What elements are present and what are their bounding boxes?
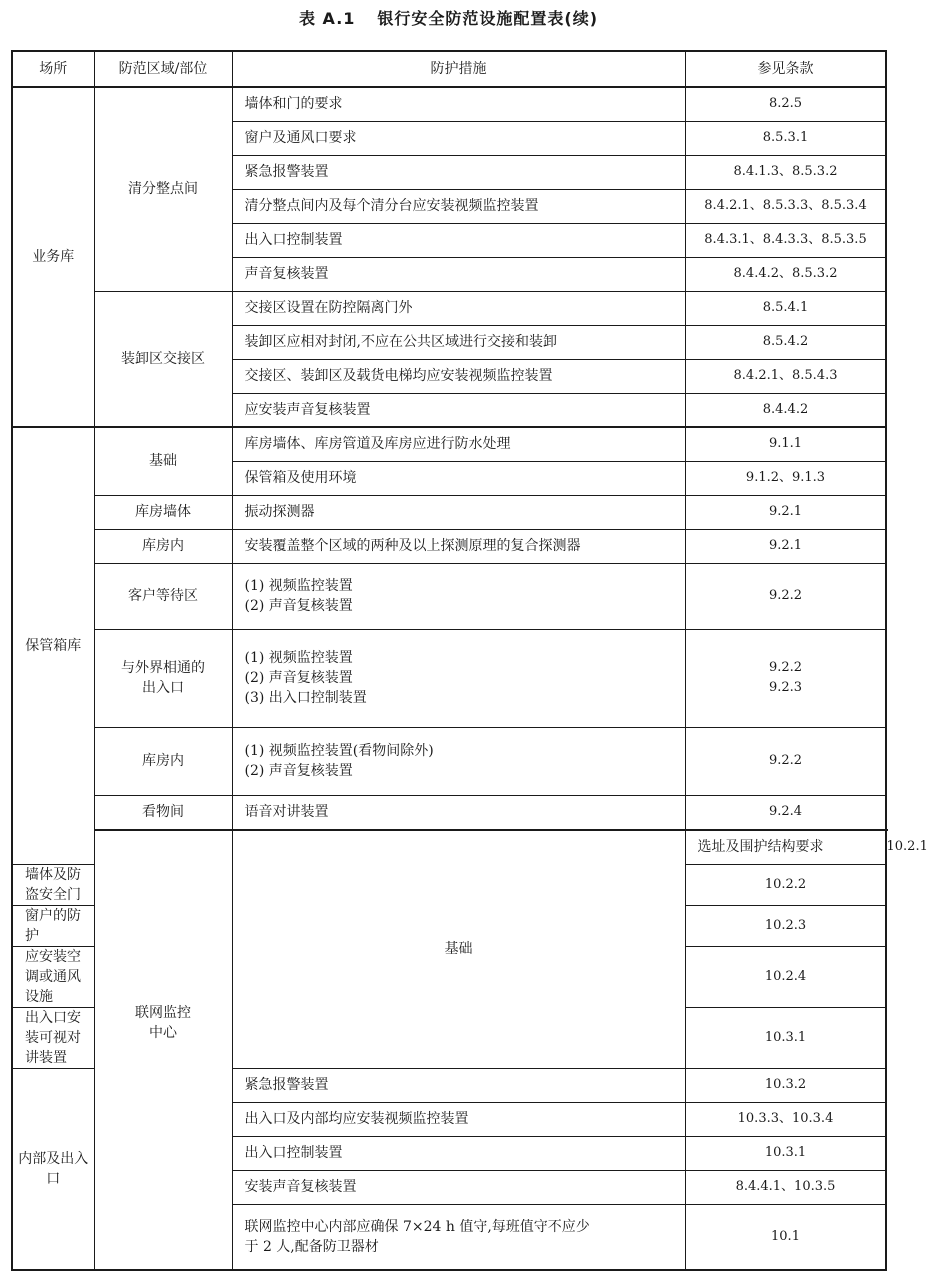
reference-cell: 8.4.4.1、10.3.5 <box>685 1170 886 1204</box>
measure-cell: 出入口安装可视对讲装置 <box>12 1007 94 1068</box>
table-caption <box>0 6 897 29</box>
table-row <box>12 291 886 325</box>
area-cell <box>94 629 232 727</box>
area-cell: 库房内 <box>94 529 232 563</box>
table-row <box>12 495 886 529</box>
measure-cell <box>232 727 685 795</box>
measure-cell: 出入口控制装置 <box>232 1136 685 1170</box>
area-line: 与外界相通的 <box>121 660 205 676</box>
area-cell: 库房内 <box>94 727 232 795</box>
measure-cell: 紧急报警装置 <box>232 155 685 189</box>
measure-cell: 清分整点间内及每个清分台应安装视频监控装置 <box>232 189 685 223</box>
measure-cell: 窗户及通风口要求 <box>232 121 685 155</box>
measure-line: (1) 视频监控装置 <box>244 650 353 666</box>
measure-cell: 装卸区应相对封闭,不应在公共区域进行交接和装卸 <box>232 325 685 359</box>
table-number: 表 A.1 <box>298 9 356 28</box>
measure-cell <box>232 563 685 629</box>
measure-line: (2) 声音复核装置 <box>244 670 353 686</box>
reference-cell: 10.2.3 <box>685 905 886 946</box>
reference-cell: 10.3.3、10.3.4 <box>685 1102 886 1136</box>
reference-cell: 10.3.1 <box>685 1007 886 1068</box>
reference-cell: 8.4.4.2、8.5.3.2 <box>685 257 886 291</box>
reference-cell: 10.2.4 <box>685 946 886 1007</box>
area-cell: 库房墙体 <box>94 495 232 529</box>
reference-cell: 8.5.3.1 <box>685 121 886 155</box>
reference-cell <box>685 629 886 727</box>
header-row <box>12 51 886 87</box>
area-line: 出入口 <box>142 680 184 696</box>
reference-cell: 8.4.3.1、8.4.3.3、8.5.3.5 <box>685 223 886 257</box>
reference-cell: 10.2.2 <box>685 864 886 905</box>
reference-cell: 8.5.4.1 <box>685 291 886 325</box>
measure-cell: 窗户的防护 <box>12 905 94 946</box>
area-cell: 装卸区交接区 <box>94 291 232 427</box>
table-row <box>12 87 886 121</box>
measure-line: 于 2 人,配备防卫器材 <box>244 1238 379 1255</box>
table-row <box>12 529 886 563</box>
reference-cell: 8.4.1.3、8.5.3.2 <box>685 155 886 189</box>
measure-cell: 交接区设置在防控隔离门外 <box>232 291 685 325</box>
header-measure: 防护措施 <box>232 51 685 87</box>
place-cell: 保管箱库 <box>12 427 94 864</box>
measure-cell: 安装覆盖整个区域的两种及以上探测原理的复合探测器 <box>232 529 685 563</box>
place-line: 中心 <box>149 1025 177 1041</box>
reference-line: 9.2.3 <box>768 680 803 695</box>
measure-cell: 应安装声音复核装置 <box>232 393 685 427</box>
measure-cell: 墙体及防盗安全门 <box>12 864 94 905</box>
reference-cell: 9.2.2 <box>685 727 886 795</box>
reference-cell: 9.1.1 <box>685 427 886 461</box>
reference-cell: 9.2.1 <box>685 495 886 529</box>
measure-cell: 出入口及内部均应安装视频监控装置 <box>232 1102 685 1136</box>
measure-cell: 紧急报警装置 <box>232 1068 685 1102</box>
measure-cell: 振动探测器 <box>232 495 685 529</box>
area-cell: 内部及出入口 <box>12 1068 94 1270</box>
reference-cell: 8.5.4.2 <box>685 325 886 359</box>
reference-cell: 8.4.2.1、8.5.3.3、8.5.3.4 <box>685 189 886 223</box>
reference-line: 9.2.2 <box>768 660 803 675</box>
measure-cell: 出入口控制装置 <box>232 223 685 257</box>
measure-cell: 保管箱及使用环境 <box>232 461 685 495</box>
measure-cell: 声音复核装置 <box>232 257 685 291</box>
reference-cell: 8.4.4.2 <box>685 393 886 427</box>
reference-cell: 10.3.1 <box>685 1136 886 1170</box>
header-area: 防范区域/部位 <box>94 51 232 87</box>
area-cell: 客户等待区 <box>94 563 232 629</box>
reference-cell: 8.4.2.1、8.5.4.3 <box>685 359 886 393</box>
measure-cell: 交接区、装卸区及载货电梯均应安装视频监控装置 <box>232 359 685 393</box>
measure-cell: 选址及围护结构要求 <box>685 830 886 864</box>
table-row <box>12 629 886 727</box>
measure-cell: 语音对讲装置 <box>232 795 685 830</box>
measure-cell <box>232 629 685 727</box>
area-cell: 清分整点间 <box>94 87 232 291</box>
reference-cell: 9.2.1 <box>685 529 886 563</box>
reference-cell: 9.2.4 <box>685 795 886 830</box>
header-reference: 参见条款 <box>685 51 886 87</box>
table-row <box>12 727 886 795</box>
reference-cell: 10.3.2 <box>685 1068 886 1102</box>
place-line: 联网监控 <box>135 1005 191 1021</box>
reference-cell: 8.2.5 <box>685 87 886 121</box>
measure-line: (1) 视频监控装置(看物间除外) <box>244 743 434 759</box>
table-title: 银行安全防范设施配置表(续) <box>377 9 599 28</box>
measure-cell: 墙体和门的要求 <box>232 87 685 121</box>
area-cell: 基础 <box>94 427 232 495</box>
place-cell: 业务库 <box>12 87 94 427</box>
measure-line: (3) 出入口控制装置 <box>244 690 367 706</box>
table-row <box>12 795 886 830</box>
area-cell: 基础 <box>232 830 685 1068</box>
facility-config-table <box>11 50 928 1271</box>
table-row: 联网监控 中心 基础 选址及围护结构要求 10.2.1 <box>12 830 886 864</box>
place-cell <box>94 830 232 1270</box>
measure-line: 联网监控中心内部应确保 7×24 h 值守,每班值守不应少 <box>244 1218 590 1235</box>
measure-cell: 库房墙体、库房管道及库房应进行防水处理 <box>232 427 685 461</box>
header-place: 场所 <box>12 51 94 87</box>
measure-cell: 应安装空调或通风设施 <box>12 946 94 1007</box>
reference-cell: 10.1 <box>685 1204 886 1270</box>
measure-cell: 安装声音复核装置 <box>232 1170 685 1204</box>
measure-line: (2) 声音复核装置 <box>244 763 353 779</box>
measure-cell <box>232 1204 685 1270</box>
reference-cell: 9.1.2、9.1.3 <box>685 461 886 495</box>
reference-cell: 9.2.2 <box>685 563 886 629</box>
table-row <box>12 563 886 629</box>
measure-line: (2) 声音复核装置 <box>244 598 353 614</box>
area-cell: 看物间 <box>94 795 232 830</box>
table-row <box>12 427 886 461</box>
measure-line: (1) 视频监控装置 <box>244 578 353 594</box>
